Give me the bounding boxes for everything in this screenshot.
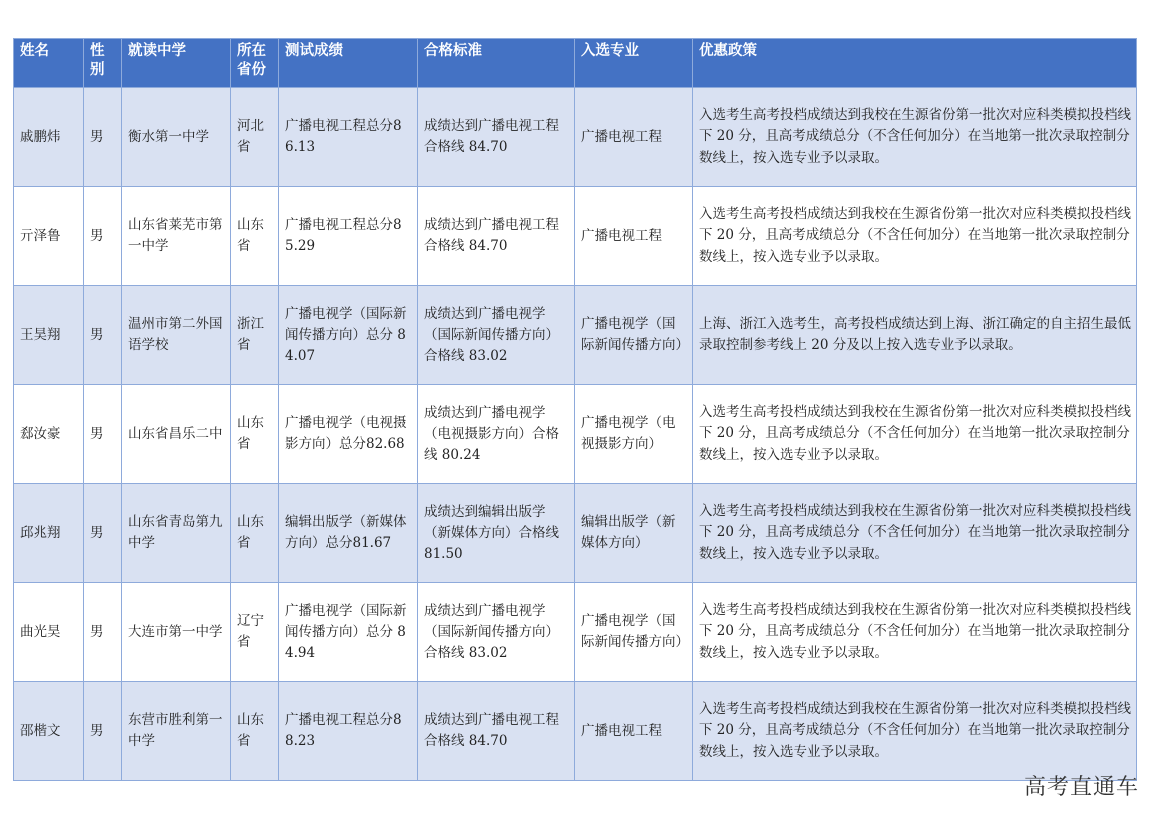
header-major: 入选专业: [575, 39, 693, 88]
header-school: 就读中学: [122, 39, 231, 88]
cell-major: 广播电视工程: [575, 187, 693, 286]
cell-score: 广播电视工程总分86.13: [279, 88, 418, 187]
cell-name: 邱兆翔: [14, 484, 84, 583]
cell-major: 广播电视学（国际新闻传播方向）: [575, 286, 693, 385]
table-row: [14, 286, 1137, 385]
watermark: 高考直通车: [1023, 775, 1139, 800]
header-standard: 合格标准: [418, 39, 575, 88]
cell-name: 曲光昊: [14, 583, 84, 682]
header-gender: 性别: [84, 39, 122, 88]
cell-school: 温州市第二外国语学校: [122, 286, 231, 385]
cell-gender: 男: [84, 583, 122, 682]
cell-major: 编辑出版学（新媒体方向）: [575, 484, 693, 583]
cell-province: 辽宁省: [231, 583, 279, 682]
cell-score: 编辑出版学（新媒体方向）总分81.67: [279, 484, 418, 583]
cell-policy: 入选考生高考投档成绩达到我校在生源省份第一批次对应科类模拟投档线下 20 分，且高考成绩总分（不含任何加分）在当地第一批次录取控制分数线上，按入选专业予以录取。: [693, 88, 1137, 187]
cell-name: 亓泽鲁: [14, 187, 84, 286]
cell-score: 广播电视学（电视摄影方向）总分82.68: [279, 385, 418, 484]
cell-school: 大连市第一中学: [122, 583, 231, 682]
cell-gender: 男: [84, 682, 122, 781]
cell-province: 浙江省: [231, 286, 279, 385]
table-row: [14, 187, 1137, 286]
cell-standard: 成绩达到广播电视工程合格线 84.70: [418, 88, 575, 187]
cell-policy: 入选考生高考投档成绩达到我校在生源省份第一批次对应科类模拟投档线下 20 分，且高考成绩总分（不含任何加分）在当地第一批次录取控制分数线上，按入选专业予以录取。: [693, 484, 1137, 583]
header-row: [14, 39, 1137, 88]
admission-table: [13, 38, 1137, 781]
cell-school: 东营市胜利第一中学: [122, 682, 231, 781]
table-row: [14, 385, 1137, 484]
cell-standard: 成绩达到广播电视学（电视摄影方向）合格线 80.24: [418, 385, 575, 484]
cell-school: 山东省昌乐二中: [122, 385, 231, 484]
header-name: 姓名: [14, 39, 84, 88]
header-score: 测试成绩: [279, 39, 418, 88]
cell-province: 山东省: [231, 682, 279, 781]
cell-school: 衡水第一中学: [122, 88, 231, 187]
cell-school: 山东省青岛第九中学: [122, 484, 231, 583]
cell-score: 广播电视工程总分85.29: [279, 187, 418, 286]
cell-gender: 男: [84, 484, 122, 583]
cell-standard: 成绩达到广播电视学（国际新闻传播方向）合格线 83.02: [418, 286, 575, 385]
cell-score: 广播电视学（国际新闻传播方向）总分 84.94: [279, 583, 418, 682]
cell-province: 河北省: [231, 88, 279, 187]
cell-province: 山东省: [231, 187, 279, 286]
cell-policy: 入选考生高考投档成绩达到我校在生源省份第一批次对应科类模拟投档线下 20 分，且高考成绩总分（不含任何加分）在当地第一批次录取控制分数线上，按入选专业予以录取。: [693, 187, 1137, 286]
cell-province: 山东省: [231, 385, 279, 484]
cell-name: 郄汝豪: [14, 385, 84, 484]
header-province: 所在省份: [231, 39, 279, 88]
cell-major: 广播电视学（国际新闻传播方向）: [575, 583, 693, 682]
cell-standard: 成绩达到广播电视工程合格线 84.70: [418, 187, 575, 286]
cell-standard: 成绩达到编辑出版学（新媒体方向）合格线 81.50: [418, 484, 575, 583]
cell-major: 广播电视工程: [575, 88, 693, 187]
cell-gender: 男: [84, 385, 122, 484]
cell-province: 山东省: [231, 484, 279, 583]
cell-name: 邵楷文: [14, 682, 84, 781]
cell-policy: 入选考生高考投档成绩达到我校在生源省份第一批次对应科类模拟投档线下 20 分，且高考成绩总分（不含任何加分）在当地第一批次录取控制分数线上，按入选专业予以录取。: [693, 385, 1137, 484]
cell-gender: 男: [84, 187, 122, 286]
header-policy: 优惠政策: [693, 39, 1137, 88]
cell-name: 王昊翔: [14, 286, 84, 385]
cell-score: 广播电视工程总分88.23: [279, 682, 418, 781]
table-row: [14, 583, 1137, 682]
cell-policy: 入选考生高考投档成绩达到我校在生源省份第一批次对应科类模拟投档线下 20 分，且高考成绩总分（不含任何加分）在当地第一批次录取控制分数线上，按入选专业予以录取。: [693, 583, 1137, 682]
cell-policy: 上海、浙江入选考生，高考投档成绩达到上海、浙江确定的自主招生最低录取控制参考线上 20 分及以上按入选专业予以录取。: [693, 286, 1137, 385]
cell-name: 戚鹏炜: [14, 88, 84, 187]
cell-major: 广播电视工程: [575, 682, 693, 781]
cell-score: 广播电视学（国际新闻传播方向）总分 84.07: [279, 286, 418, 385]
cell-standard: 成绩达到广播电视工程合格线 84.70: [418, 682, 575, 781]
table-row: [14, 682, 1137, 781]
cell-major: 广播电视学（电视摄影方向）: [575, 385, 693, 484]
cell-policy: 入选考生高考投档成绩达到我校在生源省份第一批次对应科类模拟投档线下 20 分，且高考成绩总分（不含任何加分）在当地第一批次录取控制分数线上，按入选专业予以录取。: [693, 682, 1137, 781]
table-row: [14, 484, 1137, 583]
cell-standard: 成绩达到广播电视学（国际新闻传播方向）合格线 83.02: [418, 583, 575, 682]
table-row: [14, 88, 1137, 187]
cell-school: 山东省莱芜市第一中学: [122, 187, 231, 286]
cell-gender: 男: [84, 88, 122, 187]
cell-gender: 男: [84, 286, 122, 385]
